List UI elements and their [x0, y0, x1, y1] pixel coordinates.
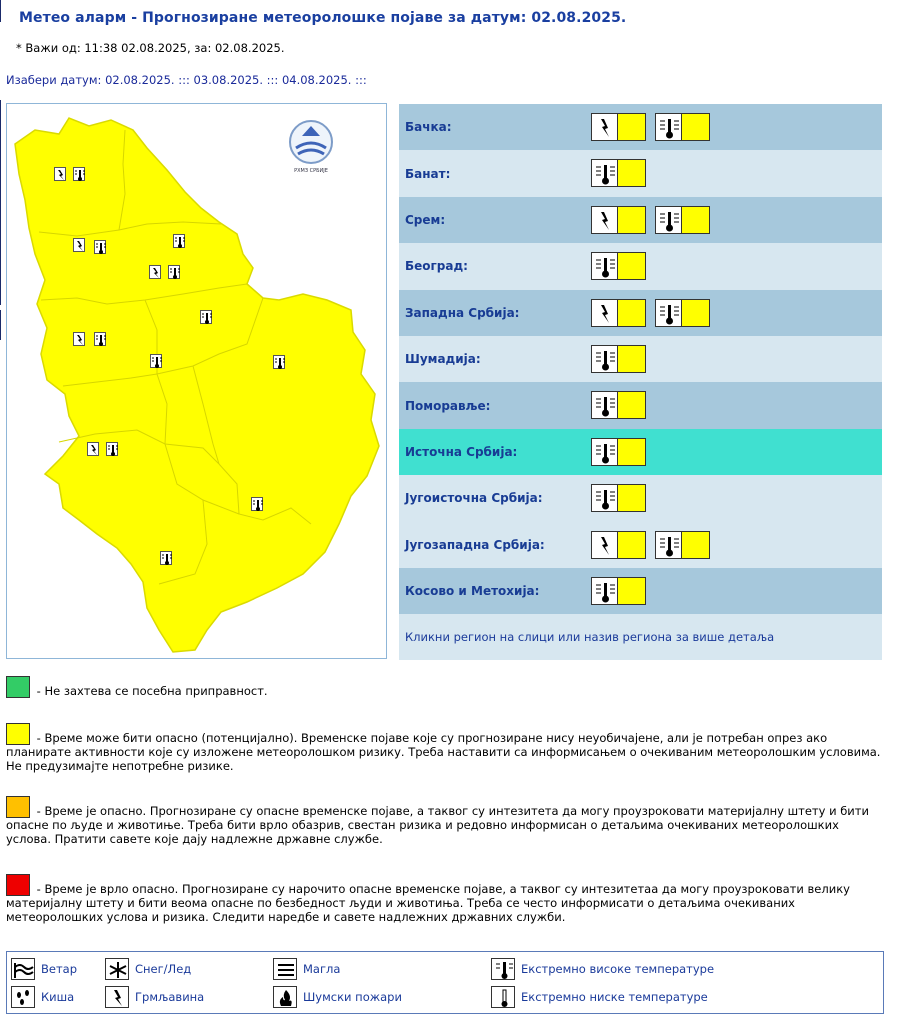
map-heat-icon[interactable]	[273, 355, 285, 369]
legend-cold	[491, 985, 708, 1009]
region-row-beograd[interactable]	[399, 243, 882, 289]
warning-heat	[591, 438, 646, 466]
legend-thunder	[105, 985, 204, 1009]
heat-icon	[591, 345, 618, 373]
date-separator: :::	[178, 73, 190, 87]
validity-text: * Важи од: 11:38 02.08.2025, за: 02.08.2025.	[16, 41, 285, 55]
thunder-icon	[591, 206, 618, 234]
warning-heat	[655, 113, 710, 141]
date-separator: :::	[355, 73, 367, 87]
edge-line	[0, 0, 1, 22]
legend-wind-label: Ветар	[41, 962, 78, 976]
legend-red	[6, 874, 886, 924]
warning-heat	[655, 206, 710, 234]
region-name[interactable]: Банат:	[405, 166, 451, 181]
map-heat-icon[interactable]	[160, 551, 172, 565]
yellow-level-swatch	[618, 299, 646, 327]
map-heat-icon[interactable]	[73, 167, 85, 181]
region-name[interactable]: Југоисточна Србија:	[405, 491, 543, 506]
region-row-sumadija[interactable]	[399, 336, 882, 382]
heat-icon	[591, 159, 618, 187]
legend-red-text: - Време је врло опасно. Прогнозиране су нарочито опасне временске појаве, а таквог су интезитетаа да могу проузроковати велику материјалну штету и бити веома опасне по безбедност људи и животиња. Треба се често информисати о детаљима очекиваних метеоролошких услова и ризика. Следити наредбе и савете надлежних државних служби.	[6, 882, 850, 924]
yellow-level-swatch	[682, 206, 710, 234]
heat-icon	[591, 577, 618, 605]
legend-yellow	[6, 723, 886, 773]
warning-heat	[591, 391, 646, 419]
heat-icon	[655, 206, 682, 234]
region-name[interactable]: Западна Србија:	[405, 305, 520, 320]
date-link-3[interactable]: 04.08.2025.	[281, 73, 352, 87]
legend-snow-label: Снег/Лед	[135, 962, 192, 976]
yellow-level-swatch	[618, 438, 646, 466]
warning-heat	[655, 299, 710, 327]
region-row-kosovo-i-metohija[interactable]	[399, 568, 882, 614]
legend-thunder-label: Грмљавина	[135, 990, 205, 1004]
legend-fire-label: Шумски пожари	[303, 990, 402, 1004]
warning-heat	[655, 531, 710, 559]
map-thunder-icon[interactable]	[87, 442, 99, 456]
region-row-zapadna-srbija[interactable]	[399, 290, 882, 336]
legend-orange-text: - Време је опасно. Прогнозиране су опасне временске појаве, а таквог су интезитета да могу проузроковати материјалну штету и бити опасне по људе и животиње. Треба бити врло обазрив, свестан ризика и редовно информисан о детаљима очекиваних метеоролошких услова. Пратити савете које дају надлежне државне службе.	[6, 804, 869, 846]
yellow-level-swatch	[618, 345, 646, 373]
heat-icon	[655, 531, 682, 559]
legend-green-text: - Не захтева се посебна приправност.	[33, 684, 268, 698]
legend-cold-label: Екстремно ниске температуре	[521, 990, 708, 1004]
region-row-jugozapadna-srbija[interactable]	[399, 522, 882, 568]
warning-thunder	[591, 299, 646, 327]
region-name[interactable]: Шумадија:	[405, 352, 481, 367]
rain-icon	[11, 986, 35, 1008]
fog-icon	[273, 958, 297, 980]
wind-icon	[11, 958, 35, 980]
edge-line	[0, 310, 1, 340]
map-heat-icon[interactable]	[200, 310, 212, 324]
legend-rain-label: Киша	[41, 990, 75, 1004]
yellow-level-swatch	[618, 531, 646, 559]
warning-heat	[591, 345, 646, 373]
legend-green	[6, 676, 886, 698]
date-selector	[6, 73, 367, 87]
map-heat-icon[interactable]	[150, 354, 162, 368]
map-heat-icon[interactable]	[251, 497, 263, 511]
red-level-swatch	[6, 874, 30, 896]
legend-heat-label: Екстремно високе температуре	[521, 962, 715, 976]
warning-thunder	[591, 113, 646, 141]
heat-icon	[655, 299, 682, 327]
thunder-icon	[105, 986, 129, 1008]
region-name[interactable]: Срем:	[405, 212, 446, 227]
region-name[interactable]: Источна Србија:	[405, 444, 518, 459]
map-thunder-icon[interactable]	[73, 238, 85, 252]
heat-icon	[591, 484, 618, 512]
region-name[interactable]: Поморавље:	[405, 398, 491, 413]
legend-heat	[491, 957, 714, 981]
yellow-level-swatch	[618, 252, 646, 280]
region-row-pomoravlje[interactable]	[399, 382, 882, 428]
map-heat-icon[interactable]	[106, 442, 118, 456]
map-shape	[7, 104, 386, 658]
page-title: Метео аларм - Прогнозиране метеоролошке појаве за датум: 02.08.2025.	[19, 10, 627, 26]
heat-icon	[655, 113, 682, 141]
warning-thunder	[591, 531, 646, 559]
regions-table	[399, 104, 882, 660]
yellow-level-swatch	[618, 113, 646, 141]
green-level-swatch	[6, 676, 30, 698]
yellow-level-swatch	[618, 159, 646, 187]
orange-level-swatch	[6, 796, 30, 818]
map-hint-text: Кликни регион на слици или назив региона за више детаља	[399, 614, 882, 660]
heat-icon	[491, 958, 515, 980]
logo-emblem	[286, 114, 336, 178]
map-thunder-icon[interactable]	[54, 167, 66, 181]
yellow-level-swatch	[618, 577, 646, 605]
warning-heat	[591, 577, 646, 605]
thunder-icon	[591, 113, 618, 141]
date-link-2[interactable]: 03.08.2025.	[193, 73, 264, 87]
map-thunder-icon[interactable]	[73, 332, 85, 346]
yellow-level-swatch	[618, 484, 646, 512]
map-thunder-icon[interactable]	[149, 265, 161, 279]
warning-heat	[591, 252, 646, 280]
forest-fire-icon	[273, 986, 297, 1008]
map-heat-icon[interactable]	[94, 240, 106, 254]
cold-icon	[491, 986, 515, 1008]
serbia-map[interactable]	[6, 103, 387, 659]
region-name[interactable]: Косово и Метохија:	[405, 584, 540, 599]
heat-icon	[591, 252, 618, 280]
warning-heat	[591, 159, 646, 187]
map-heat-icon[interactable]	[168, 265, 180, 279]
legend-rain	[11, 985, 74, 1009]
legend-orange	[6, 796, 886, 846]
region-name[interactable]: Београд:	[405, 259, 468, 274]
legend-snow	[105, 957, 191, 981]
warning-heat	[591, 484, 646, 512]
date-label: Изабери датум:	[6, 73, 102, 87]
yellow-level-swatch	[682, 113, 710, 141]
legend-fog	[273, 957, 340, 981]
heat-icon	[591, 391, 618, 419]
date-separator: :::	[266, 73, 279, 87]
heat-icon	[591, 438, 618, 466]
yellow-level-swatch	[618, 391, 646, 419]
legend-fire	[273, 985, 402, 1009]
map-heat-icon[interactable]	[173, 234, 185, 248]
region-row-backa[interactable]	[399, 104, 882, 150]
region-row-jugoistocna-srbija[interactable]	[399, 475, 882, 521]
svg-text:РХМЗ СРБИЈЕ: РХМЗ СРБИЈЕ	[294, 168, 328, 174]
thunder-icon	[591, 299, 618, 327]
yellow-level-swatch	[618, 206, 646, 234]
region-name[interactable]: Бачка:	[405, 120, 452, 135]
region-row-srem[interactable]	[399, 197, 882, 243]
map-heat-icon[interactable]	[94, 332, 106, 346]
warning-thunder	[591, 206, 646, 234]
legend-wind	[11, 957, 77, 981]
legend-yellow-text: - Време може бити опасно (потенцијално). Временске појаве које су прогнозиране нису неуобичајене, али је потребан опрез ако планирате активности које су изложене метеоролошком ризику. Треба наставити са информисањем о очекиваним метеоролошким условима. Не предузимајте непотребне ризике.	[6, 731, 881, 773]
yellow-level-swatch	[682, 531, 710, 559]
region-name[interactable]: Југозападна Србија:	[405, 537, 545, 552]
snowflake-icon	[105, 958, 129, 980]
region-row-istocna-srbija[interactable]	[399, 429, 882, 475]
thunder-icon	[591, 531, 618, 559]
region-row-banat[interactable]	[399, 150, 882, 196]
edge-line	[0, 100, 1, 305]
legend-fog-label: Магла	[303, 962, 341, 976]
icon-legend	[6, 951, 884, 1014]
yellow-level-swatch	[682, 299, 710, 327]
yellow-level-swatch	[6, 723, 30, 745]
date-link-1[interactable]: 02.08.2025.	[105, 73, 175, 87]
